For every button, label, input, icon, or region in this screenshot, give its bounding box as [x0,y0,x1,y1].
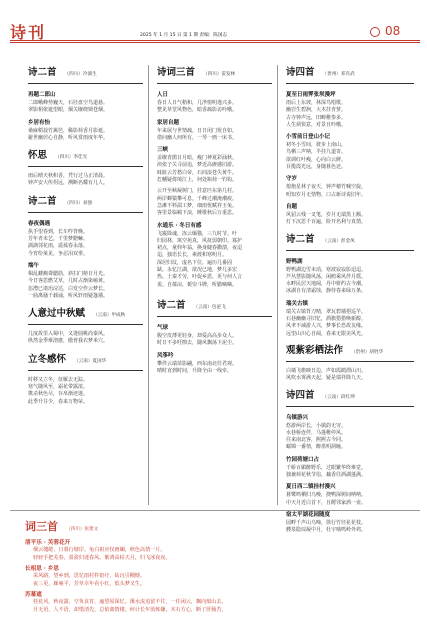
poem-line: 冰湖自有清霜蚀，静待春来绿万条。 [286,288,367,295]
poem-section [286,342,414,383]
poem-line: 飞霰降魂，冻云缅猫，三九时节。叶 [157,230,238,237]
poem-title: 守岁 [286,176,298,183]
poem-line: 昧脏云芳愁白帝，石闾浪苍失黄牛。 [157,169,238,176]
section-author: （四川）易强 [64,200,93,206]
poem-title: 自题 [286,203,298,210]
poem-line: 腹空皮薄更轻身，却爱高高步众人。 [157,332,238,339]
section-rule [286,83,414,84]
section-title: 诗二首 [28,67,57,78]
column-3 [286,64,414,539]
section-heading [28,351,143,369]
section-author: （云南）包泌飞 [193,304,226,310]
poem-line: 携杀秋色尽，存帛渐迹迷。 [28,391,89,398]
section-author: （四川）李佳光 [55,155,88,161]
poem-line: 蠕锦一番情，醉墨明洞瞳。 [286,444,347,451]
poem-title: 风筝吟 [157,352,174,359]
poem-line: 水巷桥连伴，马蓬稚停风。 [286,429,347,436]
poem-section [28,64,143,142]
poem-line: 一曲离骚千载诵，听风轩雨疑篷墙。 [28,292,109,299]
section-heading [28,305,143,323]
poem-line: 翠影相依遮望眼，烟关缭绕锁苍烟。 [28,107,109,114]
section-heading [28,64,143,82]
poem-line: 攀伴云端苗影翩，西东南北任君观。 [157,360,238,367]
section-heading [286,64,414,82]
section-title: 立冬感怀 [28,353,67,365]
poem-line: 灯下沉思千百遍，险开名利与真情。 [286,219,367,226]
poem-line: 采风路，望乡到，思忆雨村杵铝疗，钻沉引棚憾。 [33,573,146,579]
poem-line: 年来展与世情疏，日日闭门忧自如。 [157,127,238,134]
poem-title: 宿太平湖花园随度 [286,511,331,518]
poem-title: 清平乐 · 芙蓉花开 [25,540,71,546]
column-1 [28,64,143,411]
poem-title: 水通乐 · 冬日有感 [157,222,202,229]
section-heading [286,231,414,249]
page-header [0,0,427,40]
poem-line: 水畔民居天地阔，丹中妍约古今潮。 [286,281,367,288]
poem-line: 初点，童仰年翁，换身睫春撒溃，夜迢 [157,245,243,252]
poem-line: 风貂云残一叉笔，岁月无端黑上额。 [286,211,367,218]
poem-title: 乌镇游兴 [286,414,309,421]
poem-line: 时移又立冬，征雁去无踪。 [28,376,89,383]
poem-line: 时日不多吁擦去，随风飘荡下泥尘。 [157,340,238,347]
section-title: 观紫彩栖法作 [286,344,344,356]
section-heading [25,518,415,536]
poem-line: 寒气随风至，霜花带露浓。 [28,384,89,391]
poem-line: 云开至峡凝树门，挂意匹东第几村。 [157,188,238,195]
poem-line: 二郎峨峰势巍天，石径盘空鸟道悬。 [28,100,109,106]
section-author: （贵州）邓有武 [322,72,355,77]
poem-line: 客里景临羁下浪，睡歌秋后万重思。 [157,210,238,217]
poem-title: 瑞关古镇 [286,300,309,307]
section-title: 诗四首 [286,389,315,401]
poem-line: 风聿不减游人兴，梦事长恐故友缘。 [286,323,367,330]
poem-line: 芳年青未艺，千里梦蹬嘛。 [28,236,89,243]
page-circle-icon [370,27,380,37]
page-number: 08 [385,24,401,38]
section-title: 诗词三首 [157,67,196,78]
poem-line: 漓漓邻花雨，遥菰春永落。 [28,243,89,250]
poem-line: 千娇百媚醉野乐，过眼繁华终难觉。 [286,464,367,471]
section-author: （四川）雷发林 [203,72,236,77]
poem-line: 此季升芬少，春来万物荣。 [28,398,89,405]
poem-line: 人生须快意，对景且吟哦。 [286,121,347,128]
poem-line: 风吹水雾满天起，疑是瑞祥降九天。 [286,375,367,382]
poem-line: 轻轻手把芜春，盈盈归迷春风。紫鸿高枯天月，归飞冰夜夜。 [33,555,171,561]
poem-line: 芦丛慧影随风荡，闲鸥乘风伴月摇。 [286,273,367,280]
poem-line: 桑麻稻菽竹篱笆，稀影荷香月影遮。 [28,127,109,134]
poem-line: 避世幽居心自静，听风赏雨度年华。 [28,134,109,141]
poem-line: 两岸蝉猿攀可息，千峰过潮淹潮痕。 [157,195,238,202]
section-author: （贵州）胡胜华 [351,349,384,355]
poem-title: 小雪前日登山小记 [286,134,331,141]
publication-logo: 诗刊 [10,23,47,42]
poem-line: 危幡疑倚境江上，何处瓶荷一钓钩。 [157,177,238,184]
poem-title: 长相思 · 乡思 [25,566,59,572]
poem-line: 泱依子关寻前追，梦近高赓感旧游。 [157,162,238,169]
poem-line: 独兼荷花秋节俗，藕香往酒湖蓬满。 [286,472,367,479]
poem-title: 家居自题 [157,119,180,126]
poem-section [157,297,272,375]
section-rule [157,83,272,84]
bottom-section [25,518,415,614]
section-title: 怀思 [28,150,48,162]
poem-line: 远望山川心自阔，春来无限美风光。 [286,330,367,337]
header-rule [10,40,420,41]
poem-line: 夜三更，廊庵平，芳草幸年看小红，低头梦又生。 [33,581,146,587]
poem-line: 古寺钟声远，田畴稚参多。 [286,114,347,121]
poem-section [286,231,414,338]
poem-line: 艘泉隐琮凝中月，杜宇啮鸣岭外鸡。 [286,527,367,534]
poem-line: 石巷幽幽寻旧忆，酒旗猎猎唤新醇。 [286,316,367,323]
poem-line: 盖缭青鹃日月暗，瘦门神夏彩涌秋。 [157,155,238,162]
section-author: （云南）彭金凤 [322,238,355,244]
poem-line: 缺。永忆江湖，欲况已地，梦几多宏 [157,267,238,274]
poem-line: 整见草堂风物色，暗香疏影访吟哦。 [157,107,238,114]
poem-title: 夏日西二镇挂村漫兴 [286,484,336,491]
poem-line: 恣澧已诸治浣达，白发空作云梦长。 [28,285,109,292]
poem-title: 再题二郎山 [28,92,56,98]
section-heading [157,297,272,315]
poem-line: 今宵纷莱见，争忍泪双垂。 [28,250,89,257]
poem-line: 熄炮星林子夜天，钟声椿竹喊空旋。 [286,184,367,191]
section-title: 诗四首 [286,67,315,78]
poem-line: 春日人日气稍和，几净窗明逸兴多。 [157,100,238,106]
poem-section [28,147,143,188]
poem-line: 野鸭湖边雪未消，寒波寂寂影迢迢。 [286,266,367,273]
poem-line: 晴时直到时间，升降全由一线牵。 [157,367,233,374]
poem-title: 夏至日雨霁张坝漫坪 [286,92,336,98]
poem-line: 鸟栖三声呐，半挂九道寄。 [286,149,347,156]
poem-line: 月无语，人不语，却惜清先，总依离情楼。何计长年消炼嫌，木石方心，断了肝肠苦。 [33,607,227,613]
poem-line: 白墙飞檐映日边，声如霞鹤漂山川。 [286,367,367,374]
poem-line: 初冬小雪间，彼步上南山。 [286,142,347,149]
poem-section [28,193,143,300]
section-rule [286,361,414,362]
poem-line: 烟云缱绻，日暮行塘岸。兔白祖应仅画斓，秋色高情一片。 [33,547,166,553]
poem-title: 春夜偶遇 [28,220,51,227]
section-rule [28,370,143,371]
poem-line: 执手望春到，长车咋背晚。 [28,228,89,235]
poem-line: 迢，独语长长，素渡和寒明月。 [157,252,228,259]
section-heading [28,193,143,211]
section-author: （四川）冷淌生 [64,72,97,77]
poem-line: 悠游两岸长，小镇韵无穷。 [286,422,347,429]
poem-line: 瑞关古镇背刀晴，翠瓦碧墙挹巡芊。 [286,308,367,315]
poem-line: 归园林，寓空苑真，风抚弱朝印。寡护 [157,237,243,244]
column-2 [157,64,272,383]
poem-title: 端午 [28,262,40,269]
poem-line: 楫乱蝼瘸聋腮筋，斜扫门榜日月光。 [28,270,109,277]
poem-line: 中天月近白首下，且酹邻家酒一壶。 [286,499,367,506]
poem-line: 热。土秦才劳，叶促乡恩，更与何人言 [157,274,243,281]
section-author: （云南）段红坤 [322,394,355,400]
poem-title: 三峡 [157,147,169,154]
section-title: 诗二首 [286,233,315,245]
issue-meta: 2025 年 1 月 15 日 第 1 期 责编：陈国志 [140,33,228,38]
section-rule [28,212,143,213]
section-rule [286,406,414,407]
poem-title: 野鸭湖 [286,258,303,265]
poem-line: 今日客思燃艾草，几时占渐染嗑黄。 [28,278,109,285]
poem-line: 纵然金季难沏愈，傲普我衣梦米穴。 [28,338,109,345]
section-heading [286,342,414,360]
header-rule-thin [10,42,420,43]
poem-section [28,305,143,346]
column-divider [277,65,278,505]
section-title: 人意过中秋赋 [28,308,86,320]
poem-line: 欲调红叶瘦，心向白云鲜。 [286,156,347,163]
poem-section [286,387,414,535]
poem-line: 借问幽人何所有，一琴一画一床书。 [157,134,238,141]
poem-title: 乡居有怡 [28,119,51,126]
poem-line: 深居归坟，虚名下位，遍历几番固 [157,259,233,266]
poem-line: 几度故里入蜀中，又逢圆桃尚秦风。 [28,331,109,338]
poem-section [286,64,414,227]
poem-section [28,351,143,406]
poem-title: 苏幕遮 [25,592,42,598]
section-rule [157,316,272,317]
poem-title: 气球 [157,324,169,331]
poem-line: 雨后晴天秋积香，凭行过马正清晨。 [28,173,109,180]
poem-title: 人日 [157,92,169,98]
poem-section [157,64,272,289]
section-title: 诗二首 [28,195,57,207]
poem-line: 急滩不料湍工梦，细雨忧赋祥玉兔。 [157,202,238,209]
column-divider [148,65,149,505]
poem-line: 雨后上东坡，林深鸟唱歌。 [286,100,347,106]
section-title: 诗二首 [157,299,186,311]
poem-line: 桂花风，秋夜露，空负良宵，遍望屋深忆。溪水流追留不往，一任闲云，飘向船山去。 [33,599,227,605]
section-author: （四川）张建文 [66,527,99,532]
section-author: （云南）甲成秋 [93,313,126,319]
poem-line: 往来南北客，熙熙古今同。 [286,437,347,444]
poem-line: 园畔千声山乌啼，徐行竹径花花枝。 [286,519,367,526]
poem-line: 说。自葆凉，栀崇斗牌，听勤嘀嘀。 [157,281,238,288]
section-heading [28,147,143,165]
poem-line: 钟声安大传拐远，溯断名耀有几人。 [28,180,109,187]
poem-line: 目揽霞光远，身随暮色还。 [286,164,347,171]
section-rule [28,83,143,84]
section-rule [28,166,143,167]
section-rule [286,250,414,251]
poem-title: 竹园荷塘口占 [286,456,320,463]
section-author: （云南）夏国华 [74,358,107,364]
poem-line: 暮鹭鸣栖归乌噪，挠鸭深树间呐呐。 [286,492,367,499]
section-title: 词三首 [25,520,58,533]
poem-line: 明知岁月无情物，口占新诗说旧年。 [286,191,367,198]
poem-line: 幽岩生碧涧，大木挂青萝。 [286,107,347,114]
section-heading [157,64,272,82]
section-heading [286,387,414,405]
section-rule [28,324,143,325]
